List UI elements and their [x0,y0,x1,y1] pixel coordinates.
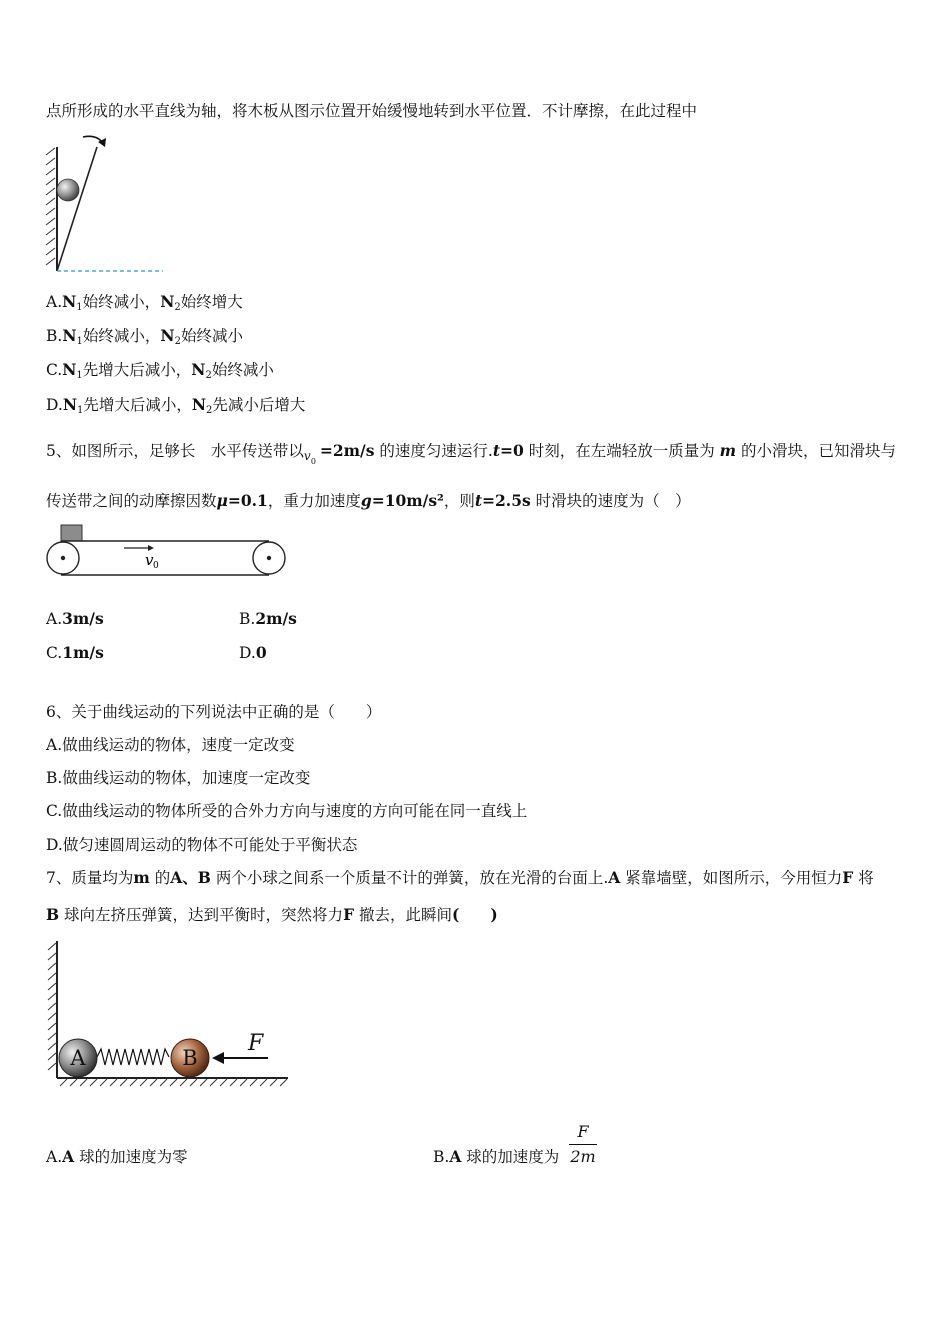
q7-ball-b-label: B [182,1046,198,1070]
q5-option-b: B.2m/s [239,609,297,628]
q6-option-d: D.做匀速圆周运动的物体不可能处于平衡状态 [46,836,358,854]
q7-stem-line1: 7、质量均为m 的A、B 两个小球之间系一个质量不计的弹簧，放在光滑的台面上.A 紧靠墙壁，如图所示，今用恒力F 将 [46,868,874,887]
q7-option-b-fraction [569,1122,597,1167]
q4-intro-text: 点所形成的水平直线为轴，将木板从图示位置开始缓慢地转到水平位置．不计摩擦，在此过程中 [46,102,698,120]
q6-option-c: C.做曲线运动的物体所受的合外力方向与速度的方向可能在同一直线上 [46,802,528,820]
fraction-bar [569,1144,597,1145]
q7-option-b: B.A 球的加速度为 [433,1147,560,1166]
q5-stem-line1: 5、如图所示，足够长 水平传送带以 v 0 =2m/s 的速度匀速运行.t=0 时刻，在左端轻放一质量为 m 的小滑块，已知滑块与 [46,441,897,466]
q6-option-b: B.做曲线运动的物体，加速度一定改变 [46,769,311,787]
q4-option-a: $A.N_1$始终减小，$N_2$始终增大 [46,292,243,313]
q4-option-b: $B.N_1$始终减小，$N_2$始终减小 [46,326,243,347]
q5-figure-v0-subscript: 0 [153,561,159,571]
fraction-denominator: 2m [570,1147,596,1166]
q6-option-a: A.做曲线运动的物体，速度一定改变 [46,736,295,754]
q4-option-c: $C.N_1$先增大后减小，$N_2$始终减小 [46,360,274,381]
q6-stem: 6、关于曲线运动的下列说法中正确的是（ ） [46,703,382,721]
q5-option-a: A.3m/s [46,609,104,628]
fraction-numerator: F [577,1122,589,1141]
q4-wall-board-figure [40,135,170,275]
q7-option-a: A.A 球的加速度为零 [46,1147,188,1166]
q7-ball-a-label: A [70,1046,86,1070]
q4-option-d: $D.N_1$先增大后减小，$N_2$先减小后增大 [46,395,306,416]
q5-stem-line2: 传送带之间的动摩擦因数μ=0.1，重力加速度g=10m/s²，则t=2.5s 时滑块的速度为（ ） [46,491,691,510]
q5-option-d: D.0 [239,643,267,662]
q7-stem-line2: B 球向左挤压弹簧，达到平衡时，突然将力F 撤去，此瞬间( ) [46,905,498,924]
q7-spring-balls-figure [40,938,300,1088]
q5-conveyor-belt-figure [44,523,294,583]
q5-option-c: C.1m/s [46,643,104,662]
q7-figure-force-label: F [248,1031,264,1056]
q5-figure-v0-label: v [145,551,154,569]
